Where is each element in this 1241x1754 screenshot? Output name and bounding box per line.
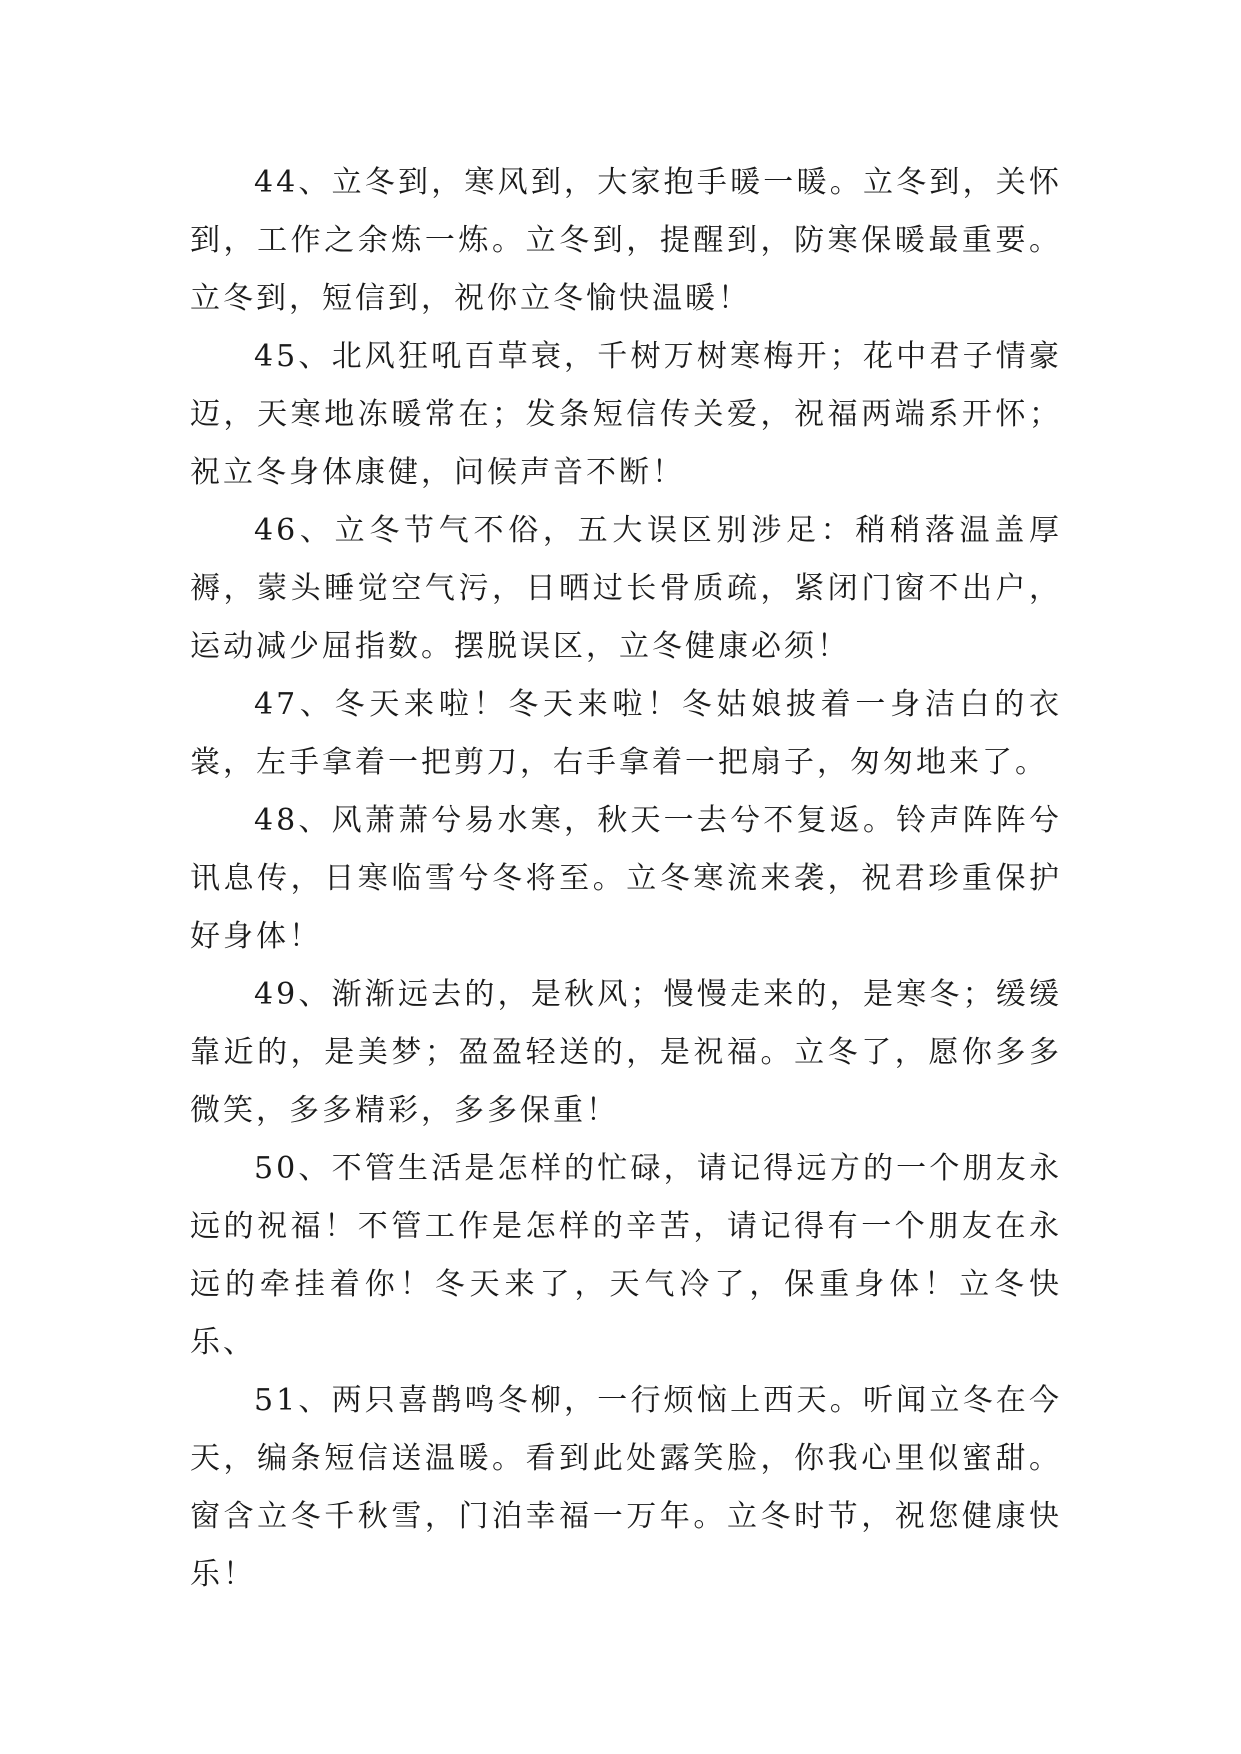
paragraph-45: 45、北风狂吼百草衰，千树万树寒梅开；花中君子情豪迈，天寒地冻暖常在；发条短信传关爱，祝福两端系开怀；祝立冬身体康健，问候声音不断！	[190, 339, 1062, 490]
paragraph-48: 48、风萧萧兮易水寒，秋天一去兮不复返。铃声阵阵兮讯息传，日寒临雪兮冬将至。立冬寒流来袭，祝君珍重保护好身体！	[190, 803, 1062, 954]
document-body	[190, 154, 1062, 1604]
paragraph-49: 49、渐渐远去的，是秋风；慢慢走来的，是寒冬；缓缓靠近的，是美梦；盈盈轻送的，是祝福。立冬了，愿你多多微笑，多多精彩，多多保重！	[190, 977, 1062, 1128]
paragraph-50: 50、不管生活是怎样的忙碌，请记得远方的一个朋友永远的祝福！不管工作是怎样的辛苦，请记得有一个朋友在永远的牵挂着你！冬天来了，天气冷了，保重身体！立冬快乐、	[190, 1151, 1062, 1360]
paragraph-47: 47、冬天来啦！冬天来啦！冬姑娘披着一身洁白的衣裳，左手拿着一把剪刀，右手拿着一把扇子，匆匆地来了。	[190, 687, 1062, 780]
paragraph-44: 44、立冬到，寒风到，大家抱手暖一暖。立冬到，关怀到，工作之余炼一炼。立冬到，提醒到，防寒保暖最重要。立冬到，短信到，祝你立冬愉快温暖！	[190, 165, 1062, 316]
paragraph-51: 51、两只喜鹊鸣冬柳，一行烦恼上西天。听闻立冬在今天，编条短信送温暖。看到此处露笑脸，你我心里似蜜甜。窗含立冬千秋雪，门泊幸福一万年。立冬时节，祝您健康快乐！	[190, 1383, 1062, 1592]
paragraph-46: 46、立冬节气不俗，五大误区别涉足：稍稍落温盖厚褥，蒙头睡觉空气污，日晒过长骨质疏，紧闭门窗不出户，运动减少屈指数。摆脱误区，立冬健康必须！	[190, 513, 1062, 664]
